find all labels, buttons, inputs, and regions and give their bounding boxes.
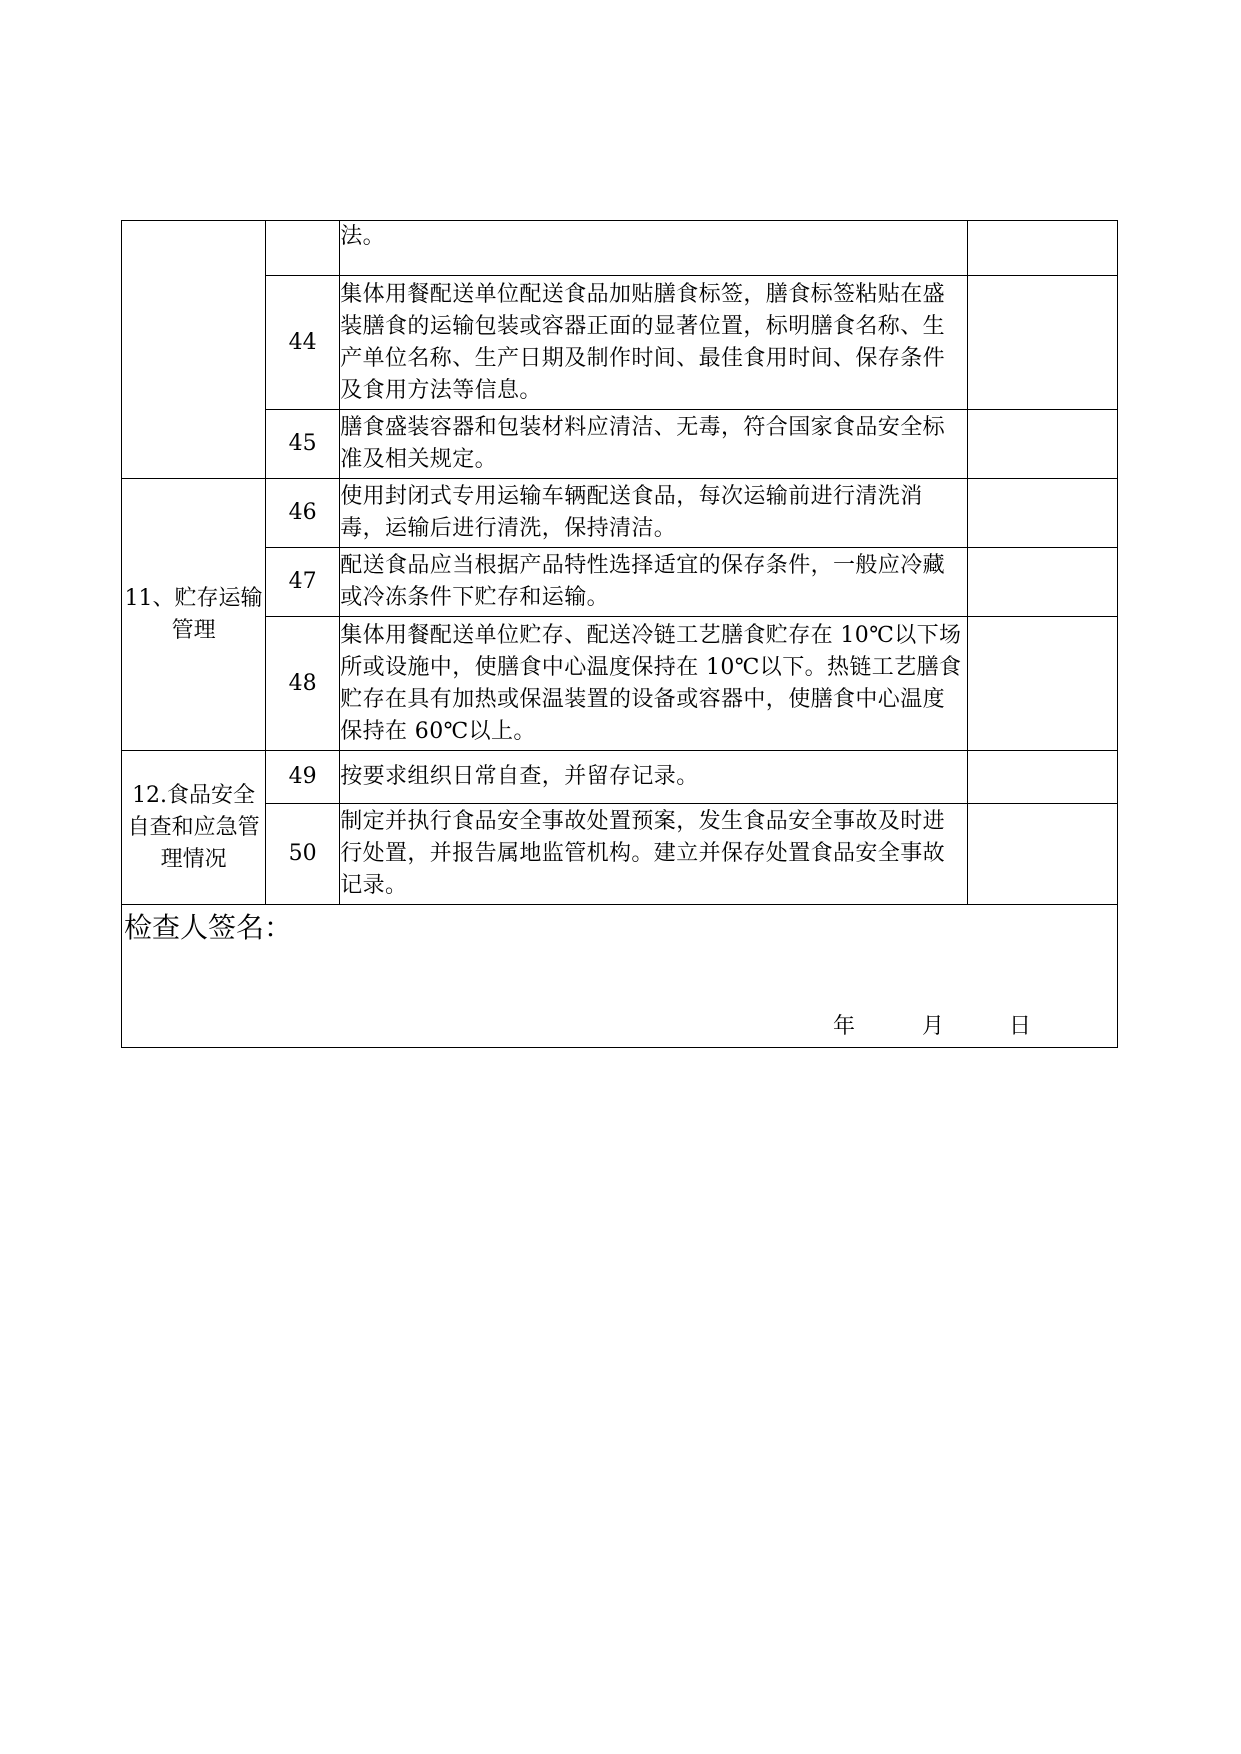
item-requirement: 法。 [340,221,968,276]
item-number: 48 [266,617,340,751]
category-self-inspection: 12.食品安全自查和应急管理情况 [122,751,266,905]
date-year-label: 年 [833,1014,856,1039]
item-requirement: 配送食品应当根据产品特性选择适宜的保存条件，一般应冷藏或冷冻条件下贮存和运输。 [340,548,968,617]
table-row [122,221,1118,276]
table-row [122,276,1118,410]
item-requirement: 膳食盛装容器和包装材料应清洁、无毒，符合国家食品安全标准及相关规定。 [340,410,968,479]
category-storage-transport: 11、贮存运输管理 [122,479,266,751]
date-day-label: 日 [1009,1014,1032,1039]
item-number: 46 [266,479,340,548]
signature-row [122,905,1118,1048]
item-number: 49 [266,751,340,804]
item-number: 45 [266,410,340,479]
item-requirement: 按要求组织日常自查，并留存记录。 [340,751,968,804]
item-number: 44 [266,276,340,410]
table-row [122,617,1118,751]
signature-area[interactable] [122,905,1118,1048]
result-cell[interactable] [967,804,1117,905]
result-cell[interactable] [967,410,1117,479]
result-cell[interactable] [967,479,1117,548]
item-requirement: 制定并执行食品安全事故处置预案，发生食品安全事故及时进行处置，并报告属地监管机构。建立并保存处置食品安全事故记录。 [340,804,968,905]
table-row [122,548,1118,617]
table-row [122,804,1118,905]
table-row [122,751,1118,804]
item-number: 50 [266,804,340,905]
item-number [266,221,340,276]
result-cell[interactable] [967,221,1117,276]
table-row [122,410,1118,479]
result-cell[interactable] [967,617,1117,751]
item-number: 47 [266,548,340,617]
category-cell-continued [122,221,266,479]
table-row [122,479,1118,548]
item-requirement: 使用封闭式专用运输车辆配送食品，每次运输前进行清洗消毒，运输后进行清洗，保持清洁。 [340,479,968,548]
item-requirement: 集体用餐配送单位贮存、配送冷链工艺膳食贮存在 10℃以下场所或设施中，使膳食中心温度保持在 10℃以下。热链工艺膳食贮存在具有加热或保温装置的设备或容器中，使膳食中心温度保持在 60℃以上。 [340,617,968,751]
inspection-checklist-table [121,220,1118,1048]
result-cell[interactable] [967,548,1117,617]
signature-label: 检查人签名： [124,911,293,944]
date-month-label: 月 [922,1014,945,1039]
result-cell[interactable] [967,751,1117,804]
result-cell[interactable] [967,276,1117,410]
item-requirement: 集体用餐配送单位配送食品加贴膳食标签，膳食标签粘贴在盛装膳食的运输包装或容器正面的显著位置，标明膳食名称、生产单位名称、生产日期及制作时间、最佳食用时间、保存条件及食用方法等信息。 [340,276,968,410]
